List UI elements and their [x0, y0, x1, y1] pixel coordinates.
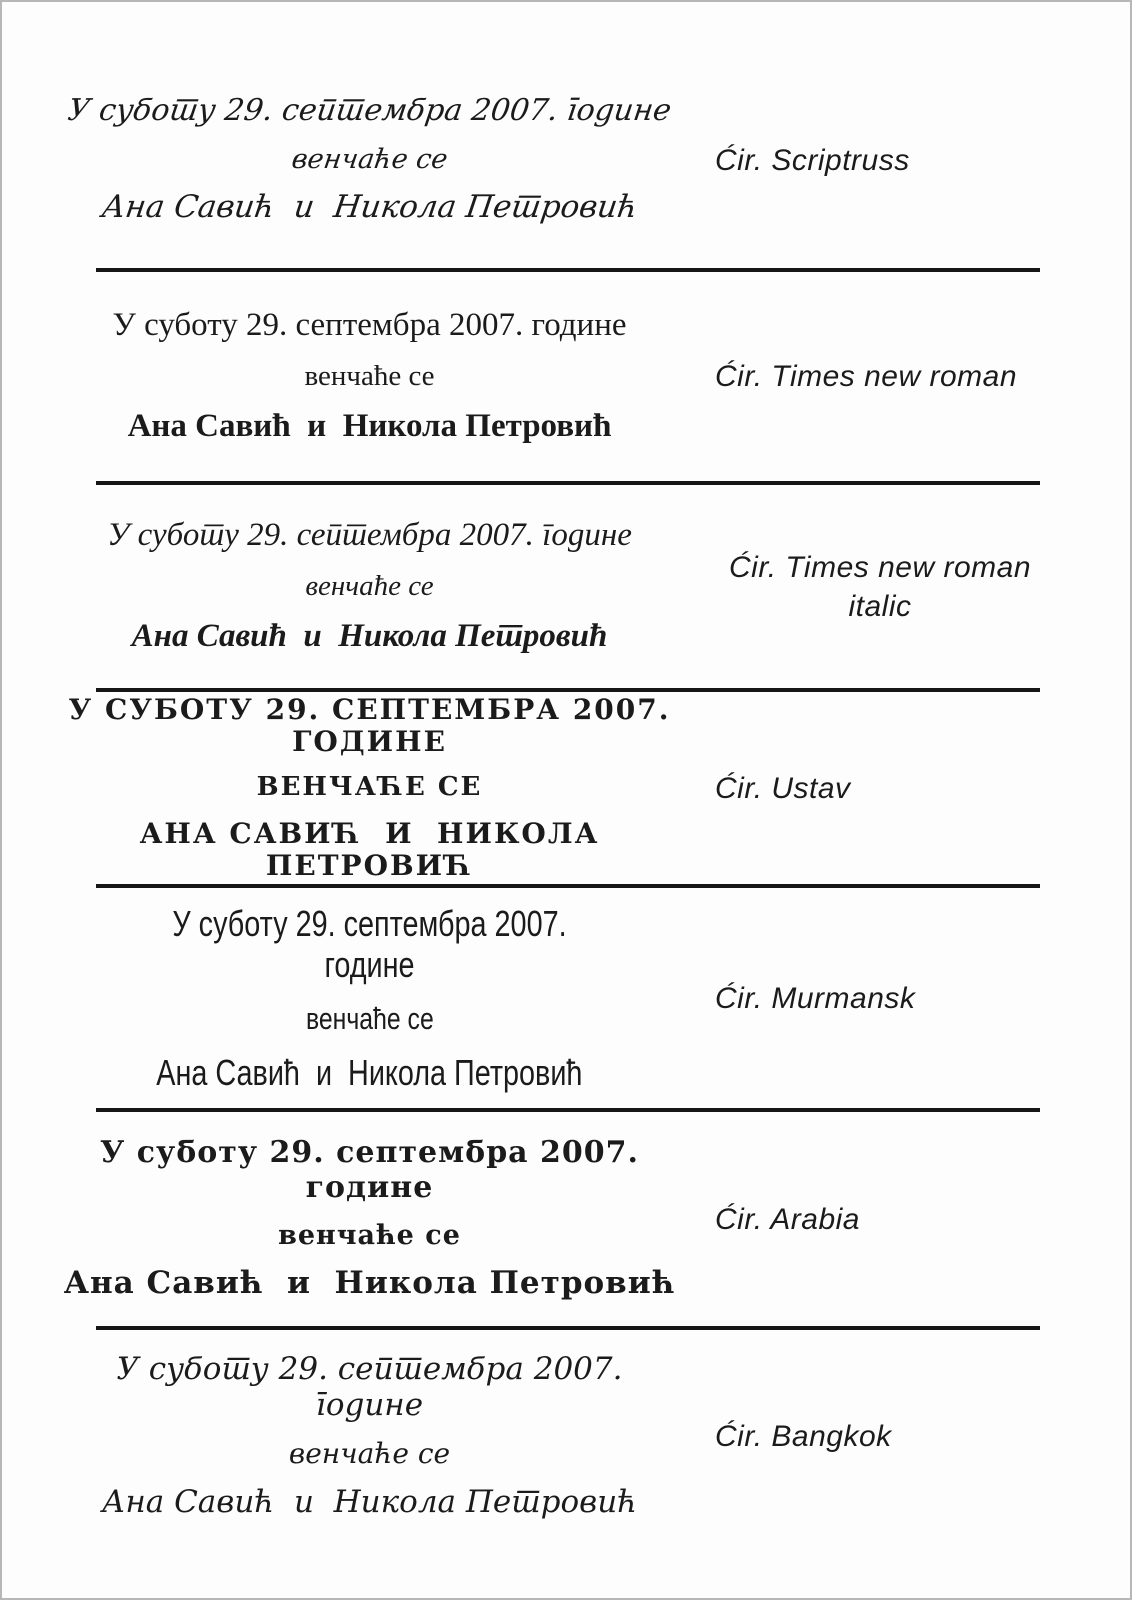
invitation-line-date — [62, 517, 677, 555]
invitation-phrase-text: венчаће се — [304, 359, 435, 392]
invitation-phrase-text: ВЕНЧАЋЕ СЕ — [256, 772, 483, 803]
invitation-phrase-text: венчаће се — [289, 143, 450, 175]
invitation-names-text: Ана Савић и Никола Петровић — [63, 1265, 676, 1302]
invitation-text-block — [62, 694, 677, 883]
font-label: Ćir. Scriptruss — [715, 143, 910, 177]
font-label-block — [677, 548, 1130, 626]
invitation-text-block — [62, 517, 677, 656]
invitation-line-date — [62, 1352, 677, 1423]
invitation-text-block — [62, 903, 677, 1093]
invitation-phrase-text: венчаће се — [288, 1437, 451, 1471]
invitation-line-names — [62, 1266, 677, 1302]
invitation-date-text: У суботу 29. септембра 2007. године — [172, 903, 567, 986]
invitation-text-block — [62, 307, 677, 446]
sample-row-murmansk — [2, 888, 1130, 1108]
invitation-date-text: У суботу 29. септембра 2007. године — [107, 516, 632, 553]
font-label-block — [677, 141, 1130, 180]
invitation-line-names — [62, 1052, 677, 1093]
invitation-text-block — [62, 94, 677, 225]
invitation-phrase-text: венчаће се — [305, 1000, 434, 1036]
invitation-names-text: Ана Савић и Никола Петровић — [131, 618, 608, 655]
sample-row-ustav — [2, 692, 1130, 884]
invitation-line-names — [62, 618, 677, 656]
font-label-block — [677, 1417, 1130, 1456]
invitation-date-text: У суботу 29. септембра 2007. године — [65, 93, 674, 129]
invitation-names-text: АНА САВИЋ И НИКОЛА ПЕТРОВИЋ — [139, 816, 612, 883]
invitation-names-text: Ана Савић и Никола Петровић — [127, 408, 612, 445]
font-label-block — [677, 979, 1130, 1018]
font-label: Ćir. Times new roman — [715, 360, 1018, 393]
invitation-phrase-text: венчаће се — [305, 569, 434, 602]
invitation-phrase-text: венчаће се — [278, 1220, 461, 1252]
font-label: Ćir. Times new roman italic — [728, 550, 1032, 623]
sample-row-bangkok — [2, 1330, 1130, 1598]
font-label: Ćir. Murmansk — [715, 981, 916, 1015]
font-label: Ćir. Arabia — [715, 1202, 860, 1236]
font-label-block — [677, 1200, 1130, 1239]
invitation-names-text: Ана Савић и Никола Петровић — [99, 188, 640, 225]
invitation-line-phrase — [62, 360, 677, 393]
invitation-line-date — [62, 694, 677, 758]
font-label-block — [677, 357, 1130, 396]
sample-row-times-new-roman-italic — [2, 485, 1130, 688]
invitation-line-phrase — [62, 144, 677, 175]
sample-row-arabia — [2, 1112, 1130, 1326]
invitation-line-names — [62, 408, 677, 446]
invitation-names-text: Ана Савић и Никола Петровић — [101, 1484, 638, 1521]
invitation-line-phrase — [62, 1001, 677, 1037]
font-label-block — [677, 769, 1130, 808]
invitation-line-phrase — [62, 773, 677, 803]
invitation-line-date — [62, 903, 677, 986]
invitation-line-phrase — [62, 1220, 677, 1251]
invitation-date-text: У суботу 29. септембра 2007. године — [112, 306, 627, 343]
invitation-line-date — [62, 307, 677, 345]
invitation-line-date — [62, 1136, 677, 1205]
invitation-names-text: Ана Савић и Никола Петровић — [156, 1051, 583, 1093]
sample-row-scriptruss — [2, 2, 1130, 268]
invitation-date-text: У суботу 29. септембра 2007. године — [116, 1350, 623, 1423]
invitation-text-block — [62, 1352, 677, 1521]
invitation-text-block — [62, 1136, 677, 1302]
invitation-line-names — [62, 818, 677, 882]
invitation-line-names — [62, 1485, 677, 1521]
invitation-line-phrase — [62, 570, 677, 603]
invitation-date-text: У СУБОТУ 29. СЕПТЕМБРА 2007. ГОДИНЕ — [68, 692, 671, 758]
invitation-date-text: У суботу 29. септембра 2007. године — [99, 1135, 639, 1205]
font-label: Ćir. Bangkok — [715, 1420, 892, 1453]
invitation-line-names — [62, 190, 677, 226]
invitation-line-date — [62, 94, 677, 129]
invitation-line-phrase — [62, 1438, 677, 1470]
font-label: Ćir. Ustav — [715, 771, 851, 805]
sample-row-times-new-roman — [2, 272, 1130, 481]
